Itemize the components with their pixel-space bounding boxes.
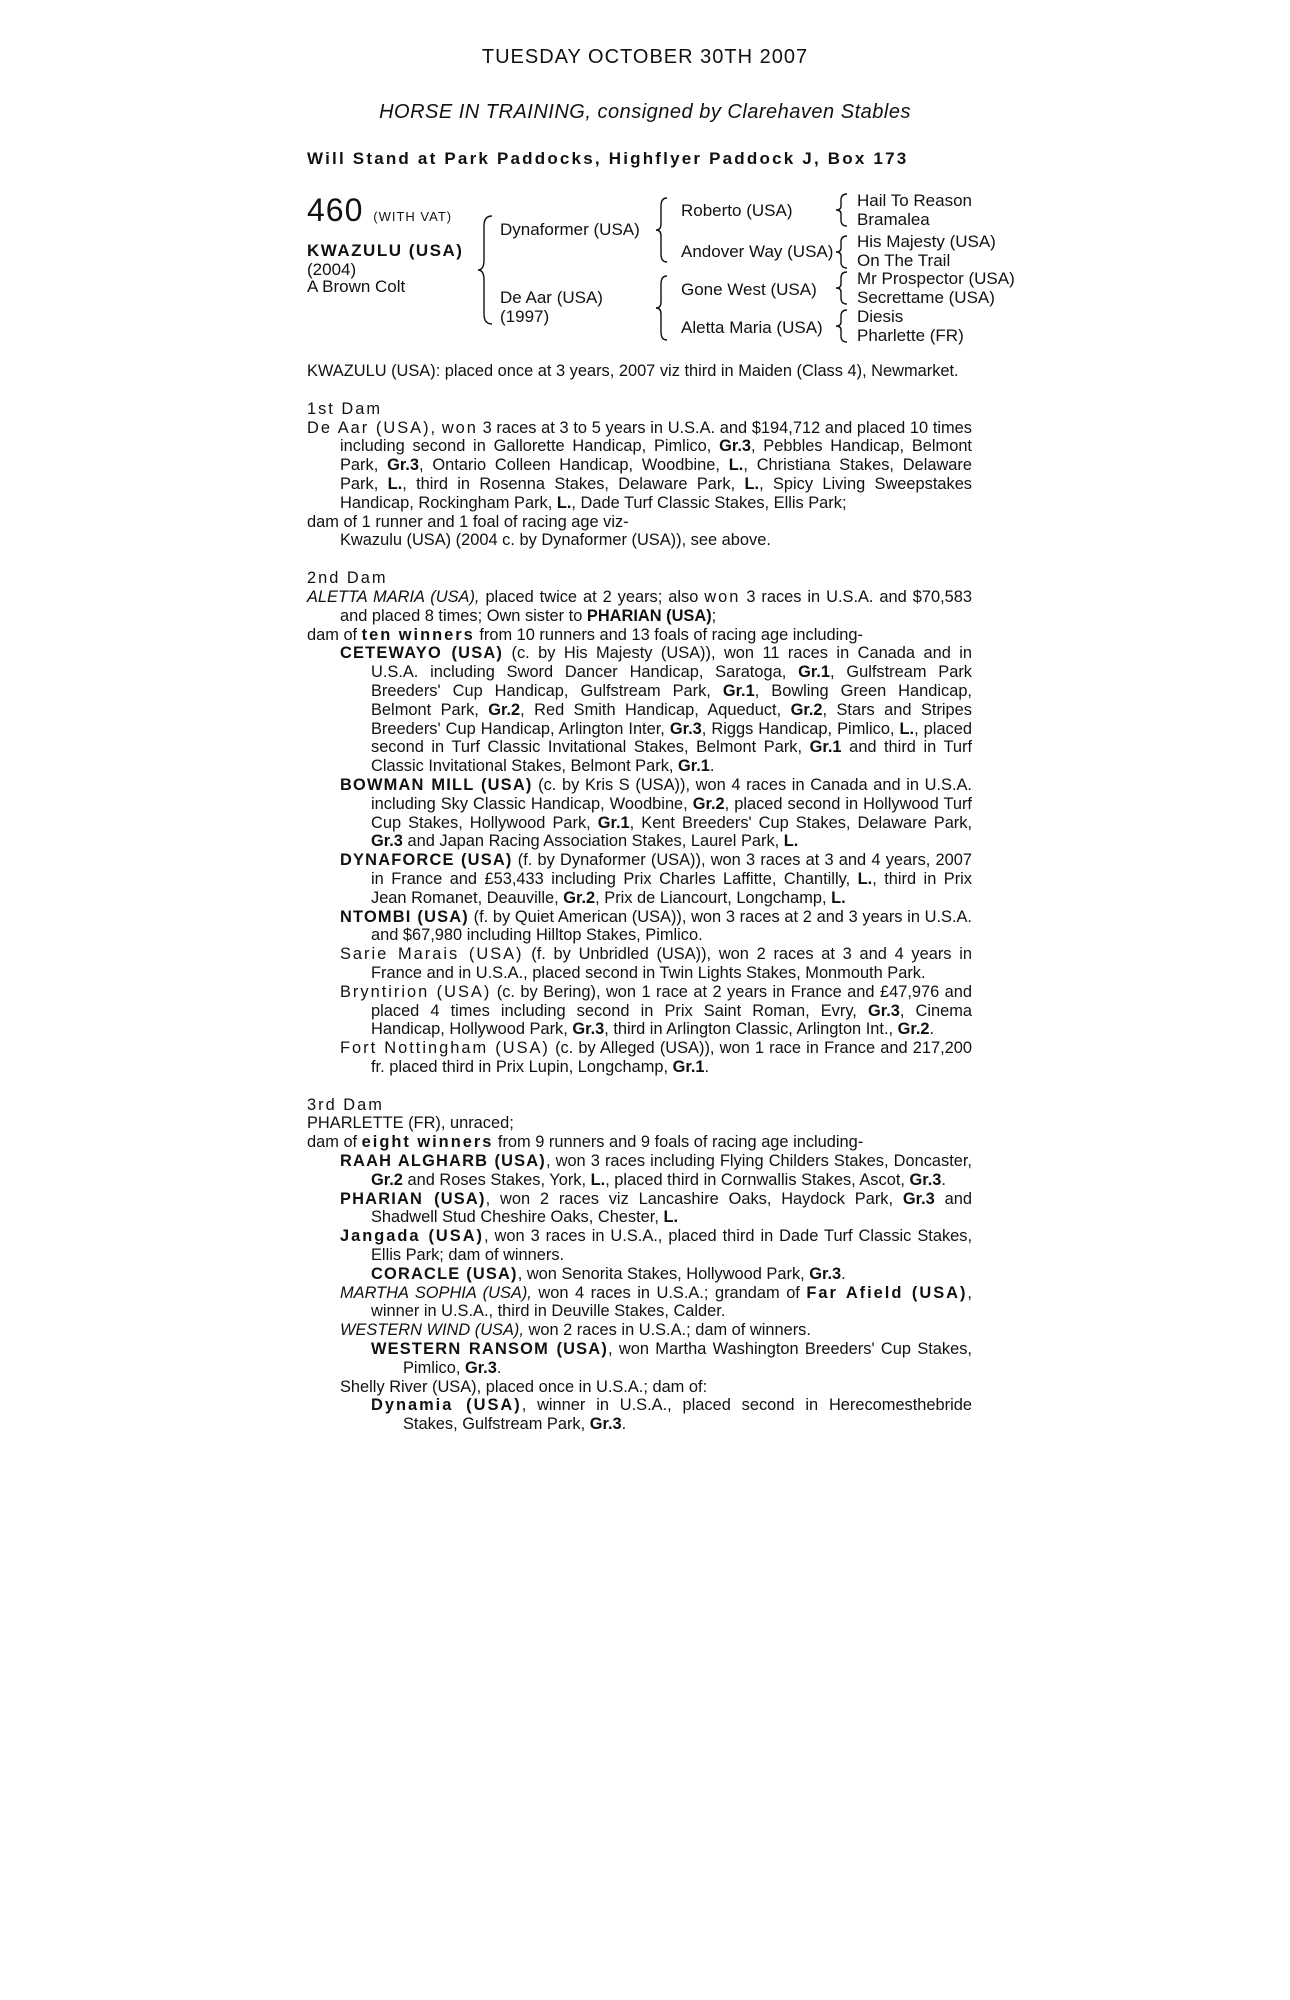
pedigree-ssd: Bramalea [857,210,930,229]
horse-year: (2004) [307,260,357,279]
pedigree-brace-dam [654,274,670,342]
first-dam-produce: dam of 1 runner and 1 foal of racing age viz- [307,512,629,531]
pedigree-sss: Hail To Reason [857,191,972,210]
pedigree-brace-ds [834,270,850,306]
race-summary: KWAZULU (USA): placed once at 3 years, 2007 viz third in Maiden (Class 4), Newmarket. [307,362,959,380]
third-dam-heading: 3rd Dam [307,1095,384,1114]
pedigree-sire-dam: Andover Way (USA) [681,242,834,261]
produce-ntombi: NTOMBI (USA) (f. by Quiet American (USA)), won 3 races at 2 and 3 years in U.S.A. and $67,980 including Hilltop Stakes, Pimlico. [340,907,972,945]
sale-date: TUESDAY OCTOBER 30TH 2007 [481,46,809,68]
second-dam-produce: dam of ten winners from 10 runners and 13 foals of racing age including- [307,625,863,644]
pedigree-dam-sire: Gone West (USA) [681,280,817,299]
produce-fort-nottingham: Fort Nottingham (USA) (c. by Alleged (USA)), won 1 race in France and 217,200 fr. placed third in Prix Lupin, Longchamp, Gr.1. [340,1039,972,1076]
pedigree-sdd: On The Trail [857,251,951,270]
horse-description: A Brown Colt [307,277,406,296]
first-dam-heading: 1st Dam [307,399,383,418]
produce-bryntirion: Bryntirion (USA) (c. by Bering), won 1 race at 2 years in France and £47,976 and placed 4 times including second in Prix Saint Roman, Evry, Gr.3, Cinema Handicap, Hollywood Park, Gr.3, third in Arlington Classic, Arlington Int., Gr.2. [340,982,973,1039]
produce-shelly-river: Shelly River (USA), placed once in U.S.A.; dam of: [340,1377,708,1396]
lot-number-value: 460 [307,192,364,228]
pedigree-ddd: Pharlette (FR) [857,326,964,345]
pedigree-dss: Mr Prospector (USA) [857,269,1015,288]
produce-dynaforce: DYNAFORCE (USA) (f. by Dynaformer (USA)), won 3 races at 3 and 4 years, 2007 in France and £53,433 including Prix Charles Laffitte, Chantilly, L., third in Prix Jean Romanet, Deauville, Gr.2, Prix de Liancourt, Longchamp, L. [340,851,972,907]
produce-raah-algharb: RAAH ALGHARB (USA), won 3 races including Flying Childers Stakes, Doncaster, Gr.2 and Roses Stakes, York, L., placed third in Cornwallis Stakes, Ascot, Gr.3. [340,1152,972,1189]
pedigree-sire: Dynaformer (USA) [500,220,640,239]
first-dam-foal: Kwazulu (USA) (2004 c. by Dynaformer (USA)), see above. [340,531,771,550]
produce-dynamia: Dynamia (USA), winner in U.S.A., placed second in Herecomesthebride Stakes, Gulfstream Park, Gr.3. [371,1396,972,1434]
pedigree-brace-sire [654,196,670,264]
first-dam-name: De Aar (USA), [307,418,438,437]
pedigree-dam-year: (1997) [500,307,550,326]
pedigree-brace-dd [834,308,850,344]
pedigree-dam-dam: Aletta Maria (USA) [681,318,823,337]
produce-pharian: PHARIAN (USA), won 2 races viz Lancashire Oaks, Haydock Park, Gr.3 and Shadwell Stud Cheshire Oaks, Chester, L. [340,1189,972,1227]
third-dam-record: PHARLETTE (FR), unraced; [307,1114,514,1133]
second-dam-heading: 2nd Dam [307,569,388,588]
third-dam-produce: dam of eight winners from 9 runners and 9 foals of racing age including- [307,1133,864,1152]
pedigree-sds: His Majesty (USA) [857,232,996,251]
pedigree-brace-main [476,214,496,326]
produce-jangada: Jangada (USA), won 3 races in U.S.A., placed third in Dade Turf Classic Stakes, Ellis Park; dam of winners. [340,1227,973,1265]
produce-bowman-mill: BOWMAN MILL (USA) (c. by Kris S (USA)), won 4 races in Canada and in U.S.A. including Sky Classic Handicap, Woodbine, Gr.2, placed second in Hollywood Turf Cup Stakes, Hollywood Park, Gr.1, Kent Breeders' Cup Stakes, Delaware Park, Gr.3 and Japan Racing Association Stakes, Laurel Park, L. [340,775,973,851]
second-dam-record: ALETTA MARIA (USA), placed twice at 2 years; also won 3 races in U.S.A. and $70,583 and placed 8 times; Own sister to PHARIAN (USA); [307,587,972,625]
consignor-line: HORSE IN TRAINING, consigned by Clarehaven Stables [379,101,911,123]
horse-name: KWAZULU (USA) [307,241,464,260]
pedigree-brace-ss [834,192,850,228]
produce-cetewayo: CETEWAYO (USA) (c. by His Majesty (USA)), won 11 races in Canada and in U.S.A. including Sword Dancer Handicap, Saratoga, Gr.1, Gulfstream Park Breeders' Cup Handicap, Gulfstream Park, Gr.1, Bowling Green Handicap, Belmont Park, Gr.2, Red Smith Handicap, Aqueduct, Gr.2, Stars and Stripes Breeders' Cup Handicap, Arlington Inter, Gr.3, Riggs Handicap, Pimlico, L., placed second in Turf Classic Invitational Stakes, Belmont Park, Gr.1 and third in Turf Classic Invitational Stakes, Belmont Park, Gr.1. [340,644,973,776]
pedigree-dam: De Aar (USA) [500,288,603,307]
produce-martha-sophia: MARTHA SOPHIA (USA), won 4 races in U.S.A.; grandam of Far Afield (USA), winner in U.S.A., third in Deuville Stakes, Calder. [340,1283,972,1321]
pedigree-brace-sd [834,234,850,270]
produce-coracle: CORACLE (USA), won Senorita Stakes, Hollywood Park, Gr.3. [371,1264,846,1283]
produce-sarie-marais: Sarie Marais (USA) (f. by Unbridled (USA)), won 2 races at 3 and 4 years in France and in U.S.A., placed second in Twin Lights Stakes, Monmouth Park. [340,945,972,982]
produce-western-ransom: WESTERN RANSOM (USA), won Martha Washington Breeders' Cup Stakes, Pimlico, Gr.3. [371,1340,972,1377]
first-dam-record: De Aar (USA), won 3 races at 3 to 5 years in U.S.A. and $194,712 and placed 10 times including second in Gallorette Handicap, Pimlico, Gr.3, Pebbles Handicap, Belmont Park, Gr.3, Ontario Colleen Handicap, Woodbine, L., Christiana Stakes, Delaware Park, L., third in Rosenna Stakes, Delaware Park, L., Spicy Living Sweepstakes Handicap, Rockingham Park, L., Dade Turf Classic Stakes, Ellis Park; [307,418,973,512]
pedigree-dds: Diesis [857,307,904,326]
pedigree-dsd: Secrettame (USA) [857,288,995,307]
vat-note: (WITH VAT) [373,209,453,224]
lot-number [307,193,452,234]
stand-location: Will Stand at Park Paddocks, Highflyer Paddock J, Box 173 [307,149,909,168]
catalogue-body [307,362,972,1434]
produce-western-wind: WESTERN WIND (USA), won 2 races in U.S.A.; dam of winners. [340,1321,811,1340]
pedigree-sire-sire: Roberto (USA) [681,201,793,220]
